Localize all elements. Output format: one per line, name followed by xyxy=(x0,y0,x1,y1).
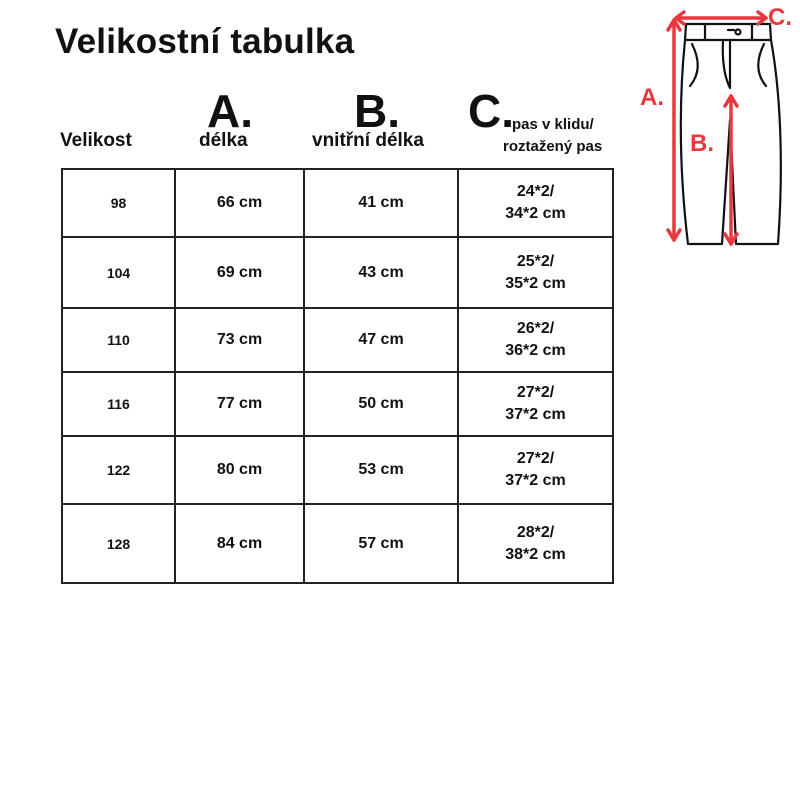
c-cell-line1: 25*2/ xyxy=(516,252,555,270)
column-c-label-line2: roztažený pas xyxy=(503,138,603,155)
c-cell-line1: 24*2/ xyxy=(516,183,555,200)
page-title: Velikostní tabulka xyxy=(55,22,355,61)
b-cell: 50 cm xyxy=(304,372,458,436)
c-cell-line2: 37*2 cm xyxy=(505,472,566,489)
table-row xyxy=(62,308,613,372)
measurement-arrows xyxy=(668,12,766,244)
c-cell-line1: 27*2/ xyxy=(516,384,555,401)
size-cell: 98 xyxy=(62,169,175,237)
a-cell: 84 cm xyxy=(175,504,304,583)
table-row xyxy=(62,169,613,237)
column-a-label: délka xyxy=(199,130,248,151)
size-cell: 122 xyxy=(62,436,175,504)
column-size-label: Velikost xyxy=(60,130,132,151)
trousers-icon xyxy=(630,0,800,260)
size-cell: 110 xyxy=(62,308,175,372)
a-cell: 66 cm xyxy=(175,169,304,237)
diagram-label-b: B. xyxy=(690,130,714,157)
diagram-label-a: A. xyxy=(640,84,664,111)
c-cell-line2: 37*2 cm xyxy=(505,406,566,423)
c-cell-line2: 38*2 cm xyxy=(505,545,566,563)
c-cell xyxy=(458,308,613,372)
size-table xyxy=(61,168,614,584)
c-cell xyxy=(458,372,613,436)
table-row xyxy=(62,504,613,583)
c-cell-line1: 27*2/ xyxy=(516,450,555,467)
c-cell-line1: 26*2/ xyxy=(516,320,555,337)
column-c-letter: C. xyxy=(468,85,514,137)
c-cell xyxy=(458,169,613,237)
table-row xyxy=(62,436,613,504)
size-cell: 104 xyxy=(62,237,175,308)
a-cell: 80 cm xyxy=(175,436,304,504)
a-cell: 77 cm xyxy=(175,372,304,436)
c-cell-line2: 34*2 cm xyxy=(505,205,566,222)
c-cell-line2: 35*2 cm xyxy=(505,274,566,292)
b-cell: 43 cm xyxy=(304,237,458,308)
a-cell: 73 cm xyxy=(175,308,304,372)
trousers-diagram xyxy=(630,0,800,260)
c-cell xyxy=(458,436,613,504)
column-a-letter: A. xyxy=(207,85,253,137)
c-cell-line1: 28*2/ xyxy=(516,523,555,541)
b-cell: 57 cm xyxy=(304,504,458,583)
c-cell xyxy=(458,504,613,583)
a-cell: 69 cm xyxy=(175,237,304,308)
b-cell: 41 cm xyxy=(304,169,458,237)
b-cell: 53 cm xyxy=(304,436,458,504)
c-cell xyxy=(458,237,613,308)
table-row xyxy=(62,372,613,436)
table-row xyxy=(62,237,613,308)
diagram-label-c: C. xyxy=(768,4,792,31)
c-cell-line2: 36*2 cm xyxy=(505,342,566,359)
size-cell: 128 xyxy=(62,504,175,583)
column-b-letter: B. xyxy=(354,85,400,137)
column-b-label: vnitřní délka xyxy=(312,130,424,151)
b-cell: 47 cm xyxy=(304,308,458,372)
size-cell: 116 xyxy=(62,372,175,436)
column-c-label-line1: pas v klidu/ xyxy=(512,116,594,133)
